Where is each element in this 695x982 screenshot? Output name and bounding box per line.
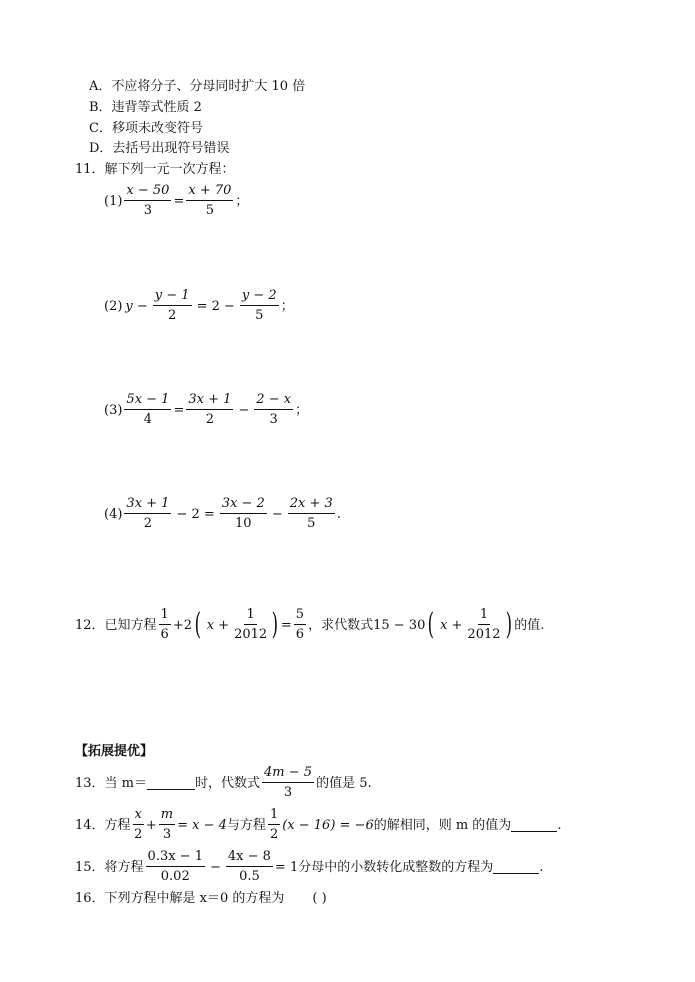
fraction: $\frac{2 - x}{3}$ [256, 392, 292, 428]
right-paren: ) [505, 607, 512, 643]
equation-3 [104, 393, 308, 428]
term: 的值. [514, 617, 545, 633]
term: x + [440, 617, 463, 633]
term: = x − 4 [177, 817, 227, 833]
fraction: $\frac{x}{2}$ [134, 807, 143, 843]
option-a: A．不应将分子、分母同时扩大 10 倍 [89, 79, 306, 94]
answer-paren[interactable]: ( ) [312, 891, 327, 906]
section-title: 【拓展提优】 [75, 744, 154, 759]
minus-sign: − [271, 506, 283, 522]
equation-4 [104, 497, 341, 532]
question-11-label: 11．解下列一元一次方程： [75, 162, 235, 177]
fraction: $\frac{5}{6}$ [295, 607, 305, 643]
punctuation: . [336, 506, 341, 522]
question-13 [75, 766, 372, 801]
term: 15．将方程 [75, 859, 144, 875]
equation-2-tag: (2) [104, 298, 123, 314]
fraction: $\frac{y - 2}{5}$ [241, 288, 277, 324]
term: x + [206, 617, 230, 633]
equals-sign: = [173, 402, 185, 418]
equation-2 [104, 289, 294, 324]
term: +2 [172, 617, 192, 633]
fraction: $\frac{5x - 1}{4}$ [126, 392, 170, 428]
equation-3-tag: (3) [104, 402, 123, 418]
term: − 2 = [176, 506, 215, 522]
fraction: $\frac{2x + 3}{5}$ [289, 496, 333, 532]
fraction: $\frac{3x - 2}{10}$ [221, 496, 265, 532]
option-d: D．去括号出现符号错误 [89, 141, 230, 156]
term: y − [125, 298, 148, 314]
fraction: $\frac{x + 70}{5}$ [188, 183, 232, 219]
term: 14．方程 [75, 817, 131, 833]
equals-sign: = [173, 193, 185, 209]
term: 的值是 5. [316, 775, 372, 791]
term: 15 − 30 [373, 617, 426, 633]
fraction: $\frac{1}{6}$ [160, 607, 169, 643]
punctuation: ； [280, 298, 294, 314]
equation-4-tag: (4) [104, 506, 123, 522]
punctuation: ； [235, 193, 249, 209]
minus-sign: − [209, 859, 221, 875]
term: . [539, 859, 544, 875]
fraction: $\frac{3x + 1}{2}$ [126, 496, 170, 532]
equation-1-tag: (1) [104, 193, 123, 209]
term: + [145, 817, 157, 833]
answer-blank[interactable] [493, 861, 539, 874]
fraction: $\frac{m}{3}$ [160, 807, 174, 843]
term: (x − 16) = −6 [282, 817, 374, 833]
term: = 1分母中的小数转化成整数的方程为 [274, 859, 494, 875]
question-12-label: 12．已知方程 [75, 617, 157, 633]
equals-sign: = [280, 617, 292, 633]
fraction: $\frac{4x - 8}{0.5}$ [227, 849, 271, 885]
fraction: $\frac{x - 50}{3}$ [126, 183, 170, 219]
term: 的解相同，则 m 的值为 [373, 817, 512, 833]
option-b: B．违背等式性质 2 [89, 100, 202, 115]
term: 时，代数式 [195, 775, 261, 791]
term: 13．当 m＝ [75, 775, 148, 791]
fraction: $\frac{4m - 5}{3}$ [264, 765, 313, 801]
fraction: $\frac{3x + 1}{2}$ [188, 392, 232, 428]
fraction: $\frac{1}{2012}$ [234, 607, 268, 643]
fraction: $\frac{1}{2}$ [269, 807, 279, 843]
minus-sign: − [238, 402, 250, 418]
term: ，求代数式 [308, 617, 374, 633]
answer-blank[interactable] [511, 819, 557, 832]
question-15 [75, 850, 543, 885]
option-c: C．移项未改变符号 [89, 121, 203, 136]
right-paren: ) [271, 607, 279, 643]
answer-blank[interactable] [147, 777, 195, 790]
term: 与方程 [226, 817, 266, 833]
question-12 [75, 608, 544, 643]
left-paren: ( [427, 607, 435, 643]
question-16 [75, 892, 327, 905]
fraction: $\frac{0.3x - 1}{0.02}$ [147, 849, 203, 885]
term: = 2 − [196, 298, 235, 314]
equation-1 [104, 184, 248, 219]
punctuation: ； [295, 402, 309, 418]
question-14 [75, 808, 561, 843]
left-paren: ( [194, 607, 202, 643]
fraction: $\frac{1}{2012}$ [467, 607, 501, 643]
question-16-text: 16．下列方程中解是 x＝0 的方程为 [75, 891, 285, 906]
fraction: $\frac{y - 1}{2}$ [154, 288, 190, 324]
term: . [557, 817, 562, 833]
